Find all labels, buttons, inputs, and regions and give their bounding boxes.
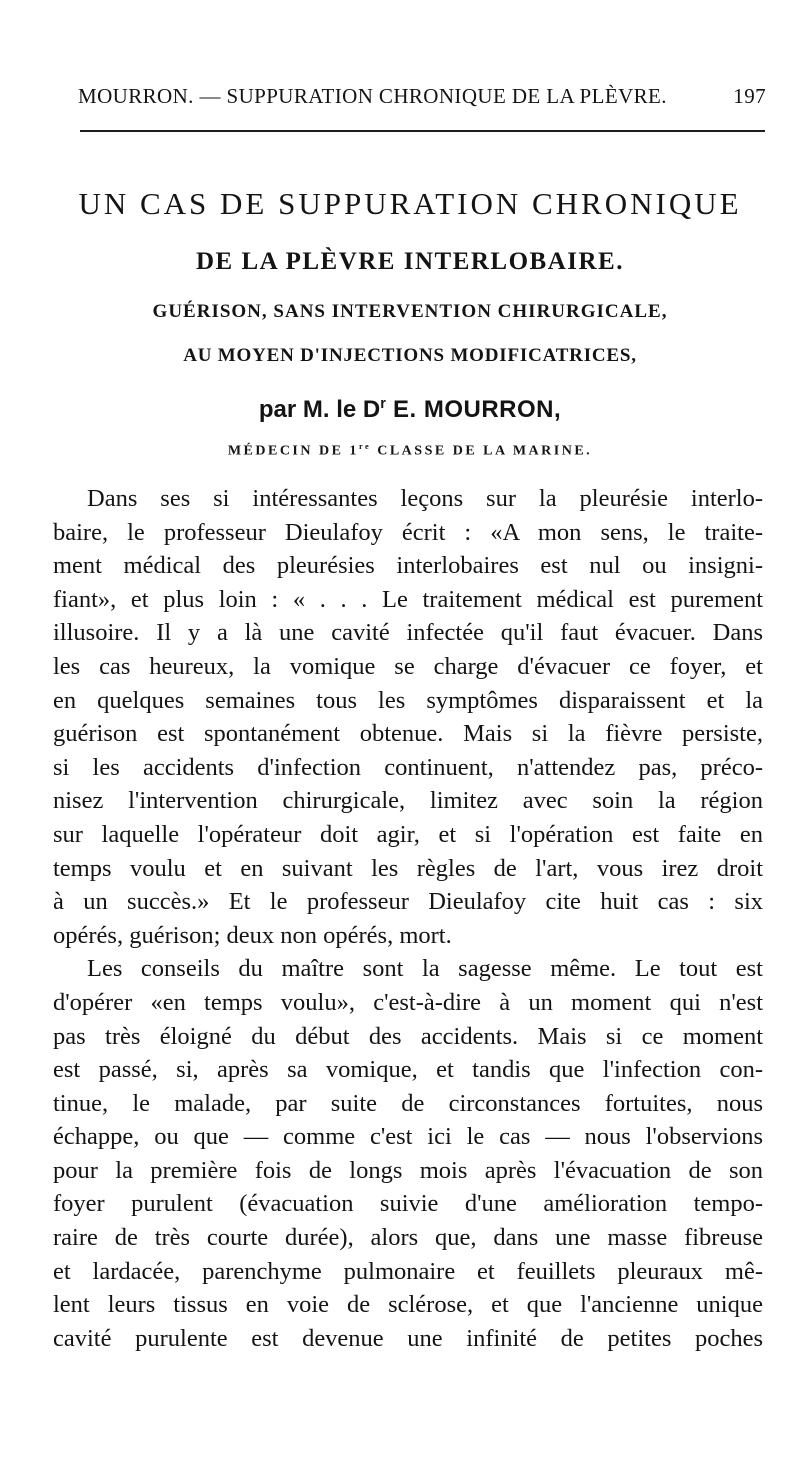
body-line: et lardacée, parenchyme pulmonaire et feuillets pleuraux mê- xyxy=(53,1257,763,1285)
body-line: fiant», et plus loin : « . . . Le traitement médical est purement xyxy=(53,585,763,613)
article-subtitle-line-2: AU MOYEN D'INJECTIONS MODIFICATRICES, xyxy=(183,345,637,366)
author-affiliation xyxy=(60,442,760,460)
body-line: si les accidents d'infection continuent, n'attendez pas, préco- xyxy=(53,753,763,781)
body-line: sur laquelle l'opérateur doit agir, et si l'opération est faite en xyxy=(53,820,763,848)
body-line: Dans ses si intéressantes leçons sur la pleurésie interlo- xyxy=(87,485,763,512)
body-line: foyer purulent (évacuation suivie d'une amélioration tempo- xyxy=(53,1190,763,1218)
author-prefix: par M. le D xyxy=(258,396,381,423)
article-body xyxy=(53,482,763,1355)
body-line: baire, le professeur Dieulafoy écrit : «A mon sens, le traite- xyxy=(53,518,763,546)
page-number: 197 xyxy=(733,84,766,108)
body-line: pour la première fois de longs mois après l'évacuation de son xyxy=(53,1156,763,1184)
body-line: nisez l'intervention chirurgicale, limitez avec soin la région xyxy=(53,787,763,815)
running-header xyxy=(78,84,766,109)
article-subtitle-line-1: GUÉRISON, SANS INTERVENTION CHIRURGICALE, xyxy=(152,301,668,322)
author-byline xyxy=(60,396,760,424)
body-line: opérés, guérison; deux non opérés, mort. xyxy=(53,921,452,949)
body-line: ment médical des pleurésies interlobaires est nul ou insigni- xyxy=(53,552,763,580)
affiliation-rest: CLASSE DE LA MARINE. xyxy=(371,443,593,459)
header-rule xyxy=(80,130,765,132)
body-line: cavité purulente est devenue une infinité de petites poches xyxy=(53,1324,763,1352)
body-line: à un succès.» Et le professeur Dieulafoy cite huit cas : six xyxy=(53,888,763,916)
body-line: raire de très courte durée), alors que, dans une masse fibreuse xyxy=(53,1224,763,1252)
author-title-superscript: r xyxy=(380,396,386,412)
body-line: illusoire. Il y a là une cavité infectée qu'il faut évacuer. Dans xyxy=(53,619,763,647)
body-line: est passé, si, après sa vomique, et tandis que l'infection con- xyxy=(53,1056,763,1084)
body-line: les cas heureux, la vomique se charge d'évacuer ce foyer, et xyxy=(53,652,763,680)
body-line: temps voulu et en suivant les règles de l'art, vous irez droit xyxy=(53,854,763,882)
body-line: tinue, le malade, par suite de circonstances fortuites, nous xyxy=(53,1089,763,1117)
running-title: MOURRON. — SUPPURATION CHRONIQUE DE LA PLÈVRE. xyxy=(78,84,667,108)
body-line: d'opérer «en temps voulu», c'est-à-dire à un moment qui n'est xyxy=(53,988,763,1016)
body-line: guérison est spontanément obtenue. Mais si la fièvre persiste, xyxy=(53,720,763,748)
body-line: échappe, ou que — comme c'est ici le cas — nous l'observions xyxy=(53,1123,763,1151)
author-name: E. MOURRON, xyxy=(385,396,562,423)
body-line: pas très éloigné du début des accidents. Mais si ce moment xyxy=(53,1022,763,1050)
affiliation-superscript: re xyxy=(358,442,372,451)
article-title-line-2: DE LA PLÈVRE INTERLOBAIRE. xyxy=(196,248,624,275)
body-line: Les conseils du maître sont la sagesse même. Le tout est xyxy=(87,955,763,983)
body-line: lent leurs tissus en voie de sclérose, et que l'ancienne unique xyxy=(53,1291,763,1319)
body-line: en quelques semaines tous les symptômes disparaissent et la xyxy=(53,686,763,714)
affiliation-prefix: MÉDECIN DE 1 xyxy=(227,443,359,459)
article-title-line-1: UN CAS DE SUPPURATION CHRONIQUE xyxy=(78,186,742,221)
